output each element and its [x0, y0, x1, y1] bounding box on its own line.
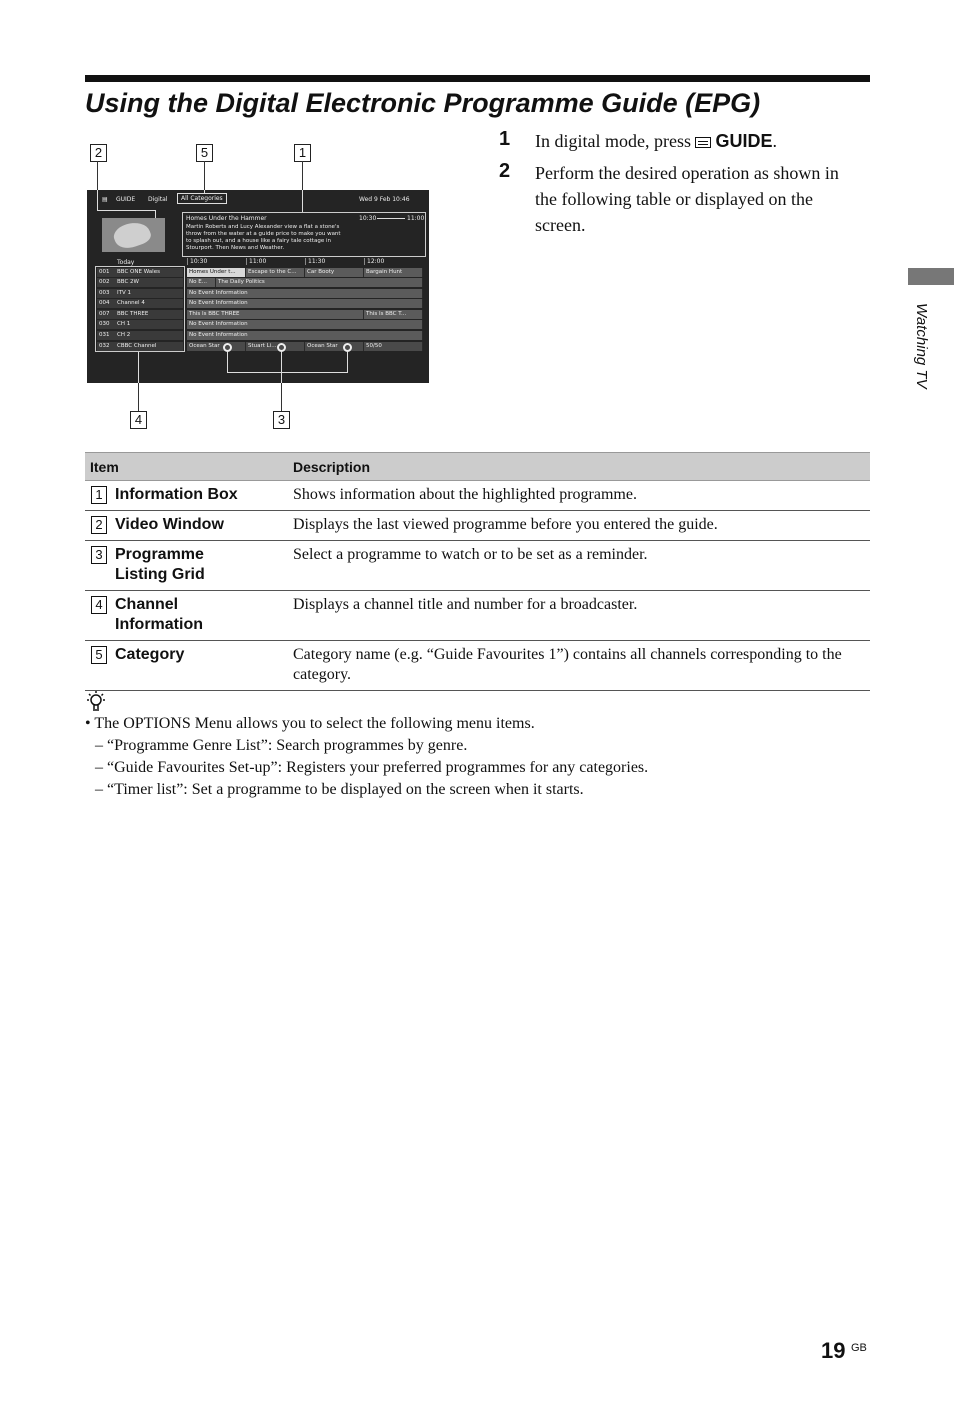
grid-cell: No Event Information: [187, 299, 423, 308]
grid-cell: No Event Information: [187, 331, 423, 340]
leader-3-screen: [227, 372, 348, 373]
info-title: Homes Under the Hammer: [186, 215, 267, 222]
grid-cell: The Daily Politics: [216, 278, 423, 287]
leader-3-screen: [227, 352, 228, 372]
guide-button-icon: [695, 137, 711, 148]
tip-item: • The OPTIONS Menu allows you to select the following menu items.: [85, 715, 535, 732]
section-tab: [908, 268, 954, 285]
table-row: 5 Category Category name (e.g. “Guide Favourites 1”) contains all channels corresponding to the category.: [85, 641, 870, 691]
callout-4: 4: [130, 411, 147, 429]
page-suffix: GB: [851, 1342, 867, 1354]
info-time-bar: [377, 218, 405, 219]
screen-datetime: Wed 9 Feb 10:46: [359, 196, 410, 203]
time-header: [187, 258, 423, 266]
callout-2: 2: [90, 144, 107, 162]
channel-row: 031 CH 2: [97, 331, 183, 340]
step-text: In digital mode, press GUIDE.: [535, 131, 777, 151]
channel-row: 002 BBC 2W: [97, 278, 183, 287]
table-row: 1 Information Box Shows information about the highlighted programme.: [85, 481, 870, 511]
page-number: 19: [821, 1338, 846, 1363]
info-line: Stourport. Then News and Weather.: [186, 245, 285, 251]
leader-3-screen: [347, 352, 348, 372]
step-number: 2: [499, 160, 511, 182]
leader-3-screen: [281, 352, 282, 383]
grid-cell: 50/50: [364, 342, 423, 351]
tips-list: [85, 713, 648, 801]
channel-row: 030 CH 1: [97, 320, 183, 329]
grid-cell: This Is BBC T...: [364, 310, 423, 319]
leader-2-h: [97, 210, 155, 211]
callout-5: 5: [196, 144, 213, 162]
page-title: Using the Digital Electronic Programme Guide (EPG): [85, 88, 761, 118]
marker-grid: [343, 343, 352, 352]
leader-5-screen: [204, 190, 205, 193]
table-row: 3 Programme Listing Grid Select a programme to watch or to be set as a reminder.: [85, 541, 870, 591]
video-window: [102, 218, 165, 252]
step-number: 1: [499, 128, 511, 150]
time-label: 10:30: [187, 258, 207, 265]
time-label: 11:00: [246, 258, 266, 265]
callout-1: 1: [294, 144, 311, 162]
callout-3: 3: [273, 411, 290, 429]
lightbulb-icon: [86, 690, 106, 712]
time-label: 11:30: [305, 258, 325, 265]
marker-grid: [223, 343, 232, 352]
screen-mode: Digital: [148, 196, 168, 203]
info-time-end: 11:00: [407, 215, 425, 222]
leader-2: [97, 161, 98, 190]
table-row: 2 Video Window Displays the last viewed programme before you entered the guide.: [85, 511, 870, 541]
channel-row: 001 BBC ONE Wales: [97, 268, 183, 277]
leader-3: [281, 383, 282, 411]
channel-row: 004 Channel 4: [97, 299, 183, 308]
leader-1: [302, 161, 303, 190]
channel-row: 032 CBBC Channel: [97, 342, 183, 351]
grid-cell: This Is BBC THREE: [187, 310, 364, 319]
info-line: Martin Roberts and Lucy Alexander view a flat a stone's: [186, 224, 340, 230]
guide-icon: ▤: [102, 196, 108, 203]
table-row: 4 Channel Information Displays a channel title and number for a broadcaster.: [85, 591, 870, 641]
grid-cell: Ocean Star: [187, 342, 246, 351]
time-label: 12:00: [364, 258, 384, 265]
leader-5: [204, 161, 205, 190]
leader-4: [138, 383, 139, 411]
table-header-item: Item: [85, 453, 284, 481]
tip-item: – “Guide Favourites Set-up”: Registers your preferred programmes for any categories.: [95, 759, 649, 776]
tip-item: – “Timer list”: Set a programme to be displayed on the screen when it starts.: [95, 781, 584, 798]
leader-2-screen: [97, 190, 98, 210]
grid-cell: Escape to the C...: [246, 268, 305, 277]
grid-cell: Stuart Li...: [246, 342, 305, 351]
info-line: throw from the water at a guide price to make you want: [186, 231, 341, 237]
today-label: Today: [117, 259, 135, 266]
grid-cell: No Event Information: [187, 320, 423, 329]
leader-1-screen: [302, 190, 303, 212]
marker-grid: [277, 343, 286, 352]
grid-cell: No E...: [187, 278, 216, 287]
screen-category: All Categories: [177, 193, 227, 204]
channel-row: 003 ITV 1: [97, 289, 183, 298]
guide-button-label: GUIDE: [715, 131, 773, 151]
items-table: [85, 452, 870, 691]
tip-item: – “Programme Genre List”: Search programmes by genre.: [95, 737, 468, 754]
step-text: Perform the desired operation as shown in the following table or displayed on the screen.: [535, 163, 839, 235]
grid-cell: Car Booty: [305, 268, 364, 277]
channel-row: 007 BBC THREE: [97, 310, 183, 319]
table-header-description: Description: [284, 453, 870, 481]
header-rule: [85, 75, 870, 82]
grid-cell: No Event Information: [187, 289, 423, 298]
info-time-start: 10:30: [359, 215, 377, 222]
leader-4-screen: [138, 352, 139, 383]
section-label: Watching TV: [913, 303, 930, 389]
info-line: to splash out, and a house like a fairy tale cottage in: [186, 238, 331, 244]
grid-cell: Homes Under t...: [187, 268, 246, 277]
screen-guide-label: GUIDE: [116, 196, 136, 203]
grid-cell: Ocean Star: [305, 342, 364, 351]
grid-cell: Bargain Hunt: [364, 268, 423, 277]
